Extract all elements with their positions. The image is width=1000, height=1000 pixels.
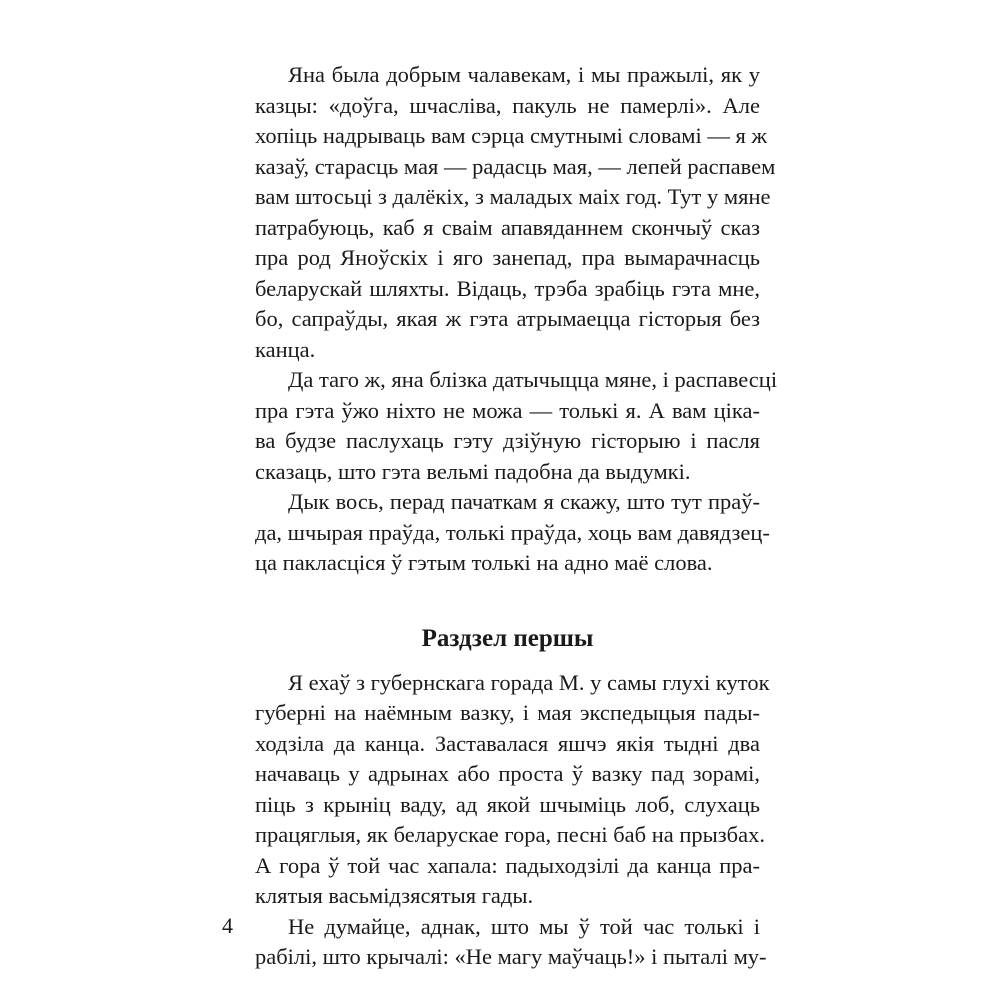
text-line: пра род Яноўскіх і яго занепад, пра вымарачнасць	[255, 245, 760, 270]
text-line: Да таго ж, яна блізка датычыцца мяне, і распавесці	[288, 367, 778, 392]
text-line: да, шчырая праўда, толькі праўда, хоць вам давядзец-	[255, 519, 770, 545]
chapter-title: Раздзел першы	[421, 624, 594, 652]
text-line: казаў, старасць мая — радасць мая, — лепей распавем	[255, 153, 776, 179]
text-line: клятыя васьмідзясятыя гады.	[255, 883, 534, 908]
text-line: ходзіла да канца. Заставалася яшчэ якія тыдні два	[255, 730, 760, 756]
text-line: начаваць у адрынах або проста ў вазку пад зорамі,	[255, 761, 760, 786]
text-line: бо, сапраўды, якая ж гэта атрымаецца гісторыя без	[255, 306, 760, 331]
page-number: 4	[222, 913, 233, 938]
text-line: рабілі, што крычалі: «Не магу маўчаць!» і пыталі му-	[255, 944, 767, 969]
text-line: канца.	[255, 336, 316, 362]
text-line: пра гэта ўжо ніхто не можа — толькі я. А вам ціка-	[255, 397, 760, 423]
text-line: вам штосьці з далёкіх, з маладых маіх год. Тут у мяне	[255, 184, 771, 209]
text-line: хопіць надрываць вам сэрца смутнымі словамі — я ж	[255, 123, 768, 148]
text-line: піць з крыніц ваду, ад якой шчыміць лоб, слухаць	[255, 791, 760, 817]
text-line: казцы: «доўга, шчасліва, пакуль не памерлі». Але	[255, 92, 760, 118]
text-line: Дык вось, перад пачаткам я скажу, што тут праў-	[288, 489, 760, 514]
text-line: А гора ў той час хапала: падыходзілі да канца пра-	[255, 852, 760, 878]
text-line: ца пакласціся ў гэтым толькі на адно маё слова.	[255, 550, 713, 575]
text-line: сказаць, што гэта вельмі падобна да выдумкі.	[255, 458, 691, 484]
text-line: губерні на наёмным вазку, і мая экспедыцыя пады-	[255, 700, 760, 725]
text-line: Яна была добрым чалавекам, і мы пражылі, як у	[288, 62, 760, 87]
text-line: ва будзе паслухаць гэту дзіўную гісторыю і пасля	[255, 428, 760, 453]
text-line: працяглыя, як беларускае гора, песні баб на прызбах.	[255, 822, 765, 847]
text-line: патрабуюць, каб я сваім апавяданнем скончыў сказ	[255, 214, 760, 240]
text-line: беларускай шляхты. Відаць, трэба зрабіць гэта мне,	[255, 275, 760, 301]
text-line: Не думайце, аднак, што мы ў той час толькі і	[288, 913, 760, 939]
book-page	[255, 0, 778, 1000]
text-line: Я ехаў з губернскага горада М. у самы глухі куток	[288, 669, 770, 695]
